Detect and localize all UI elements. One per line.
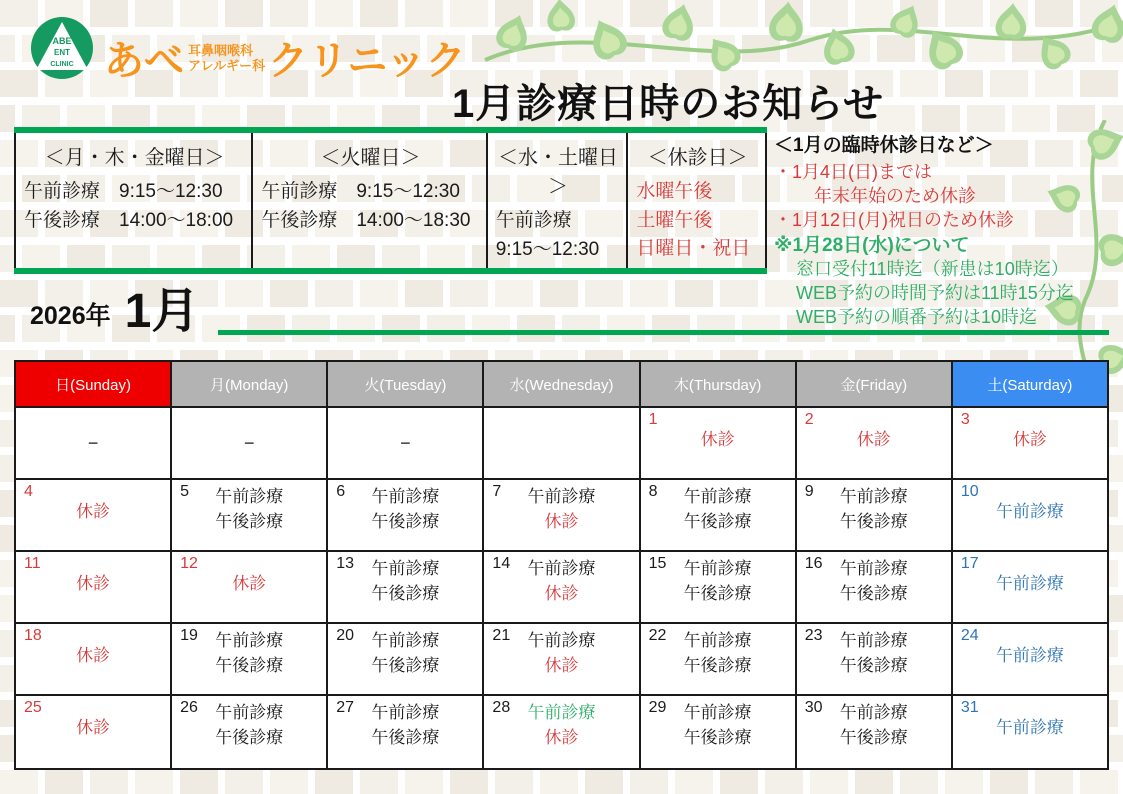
january-calendar [14,360,1109,770]
special-notice [774,130,1123,330]
hours-line: 午前診療 9:15～12:30 [261,181,460,202]
day-number: 23 [804,627,823,644]
day-status [16,408,170,456]
dept-line-2: アレルギー科 [188,58,266,74]
day-status-line: 午前診療 [371,703,440,722]
calendar-body [16,408,1107,768]
day-number: 14 [492,555,511,572]
hours-column-header: ＜水・土曜日＞ [498,147,619,198]
hours-line: 午後診療 14:00～18:30 [261,209,471,231]
day-number: 5 [180,483,190,500]
day-status-line: 午前診療 [995,502,1064,521]
calendar-day-cell [16,696,172,768]
notice-line: WEB予約の時間予約は11時15分迄 [796,283,1074,304]
day-number: 24 [960,627,979,644]
day-status-line: 休診 [544,727,579,747]
day-status-line: − [400,433,411,453]
hours-line: 午後診療 14:00～18:00 [24,209,234,231]
calendar-day-cell [484,408,640,480]
day-number: 8 [648,483,658,500]
calendar-day-cell [953,480,1107,552]
clinic-name-suffix: クリニック [268,39,466,83]
day-status [953,408,1107,453]
day-number: 26 [180,699,198,716]
calendar-day-cell [641,480,797,552]
calendar-day-header: 水(Wednesday) [484,362,640,408]
calendar-day-cell [641,552,797,624]
hours-line: 午前診療 [495,210,572,231]
clinic-departments [188,43,265,74]
calendar-week-row [16,552,1107,624]
calendar-day-cell [328,696,484,768]
day-status-line: 休診 [544,511,579,531]
calendar-day-cell [797,624,953,696]
calendar-day-cell [953,552,1107,624]
day-status-line: 午前診療 [527,487,596,506]
calendar-day-cell [328,552,484,624]
notice-line: 年末年始のため休診 [814,185,976,206]
day-status-line: 休診 [76,502,111,521]
day-number: 19 [180,627,198,644]
month-heading [30,285,200,338]
day-status-line: 午前診療 [215,703,284,722]
month-label: 1月 [124,285,200,338]
clinic-logo [30,16,466,83]
hours-line: 水曜午後 [636,181,713,202]
day-status-line: 休診 [232,574,267,593]
calendar-day-header: 火(Tuesday) [328,362,484,408]
hours-bottom-bar [14,268,767,274]
day-status-line: 午後診療 [683,655,752,675]
calendar-day-cell [172,408,328,480]
day-status-line: 休診 [856,430,891,449]
day-number: 27 [336,699,355,716]
day-status-line: 午前診療 [215,631,284,650]
day-status-line: 午前診療 [839,703,908,722]
hours-column [486,133,627,268]
day-status [16,480,170,525]
day-number: 12 [180,555,198,572]
day-status-line: 午前診療 [683,559,752,578]
day-number: 15 [648,555,667,572]
day-status-line: 休診 [1012,430,1047,449]
day-status-line: 午前診療 [839,487,908,506]
day-status [328,480,482,534]
calendar-day-header: 木(Thursday) [641,362,797,408]
calendar-day-cell [484,624,640,696]
day-number: 25 [24,699,42,716]
day-number: 6 [336,483,346,500]
clinic-name-kana: あべ [104,39,184,83]
day-status-line: 午後診療 [371,583,440,603]
day-status-line: 午後診療 [683,583,752,603]
calendar-day-cell [172,552,328,624]
calendar-day-cell [328,480,484,552]
calendar-day-cell [953,624,1107,696]
calendar-day-cell [641,408,797,480]
day-status-line: 午前診療 [371,487,440,506]
svg-text:ENT: ENT [54,48,70,57]
calendar-day-header: 金(Friday) [797,362,953,408]
day-status-line: 午前診療 [371,631,440,650]
clinic-badge-icon [30,16,94,80]
day-status [797,480,951,534]
day-status-line: 午後診療 [215,727,284,747]
day-status-line: 午前診療 [683,631,752,650]
day-number: 16 [804,555,823,572]
day-status-line: − [87,433,99,453]
day-status-line: 休診 [544,583,579,603]
day-number: 3 [960,411,970,428]
svg-text:CLINIC: CLINIC [50,61,74,68]
day-number: 29 [648,699,667,716]
calendar-week-row [16,696,1107,768]
hours-column-header: ＜休診日＞ [647,147,748,169]
day-status-line: 午後診療 [683,511,752,531]
notice-line: 窓口受付11時迄（新患は10時迄） [796,259,1069,280]
hours-column [626,133,765,268]
day-status [641,480,795,534]
day-number: 31 [960,699,979,716]
day-status-line: 休診 [700,430,735,449]
calendar-day-cell [953,696,1107,768]
calendar-day-cell [797,480,953,552]
day-status-line: − [243,433,255,453]
day-status-line: 午後診療 [839,583,908,603]
day-number: 28 [492,699,511,716]
calendar-day-header: 日(Sunday) [16,362,172,408]
calendar-week-row [16,408,1107,480]
calendar-day-cell [328,624,484,696]
calendar-week-row [16,624,1107,696]
weekly-hours-table [14,127,767,274]
day-status-line: 午後診療 [371,511,440,531]
day-status-line: 休診 [76,646,111,665]
month-year: 2026年 [30,302,111,330]
day-status-line: 午後診療 [839,727,908,747]
hours-line: 午前診療 9:15～12:30 [24,181,223,202]
day-number: 13 [336,555,355,572]
day-status-line: 休診 [544,655,579,675]
day-number: 2 [804,411,814,428]
special-notice-header: ＜1月の臨時休診日など＞ [774,135,994,156]
day-number: 17 [960,555,979,572]
calendar-day-cell [797,552,953,624]
day-status [484,480,638,534]
calendar-day-cell [16,552,172,624]
calendar-day-cell [641,696,797,768]
hours-line: 土曜午後 [636,209,713,231]
day-status [641,408,795,453]
day-status-line: 午後診療 [371,727,440,747]
day-status-line: 午前診療 [527,703,596,722]
day-status-line: 午前診療 [683,703,752,722]
clinic-name [104,39,466,83]
day-number: 20 [336,627,355,644]
calendar-day-cell [797,696,953,768]
day-status-line: 午前診療 [839,559,908,578]
day-status-line: 午前診療 [527,559,596,578]
calendar-day-header: 月(Monday) [172,362,328,408]
calendar-day-cell [953,408,1107,480]
day-status-line: 午前診療 [839,631,908,650]
day-status [172,480,326,534]
day-status-line: 午前診療 [683,487,752,506]
hours-column-header: ＜火曜日＞ [320,147,421,169]
day-status-line: 午後診療 [839,655,908,675]
day-status-line: 午前診療 [215,487,284,506]
notice-line: ・1月4日(日)までは [774,162,933,182]
hours-column [14,133,251,268]
notice-line: ・1月12日(月)祝日のため休診 [774,209,1015,230]
day-status [797,408,951,453]
calendar-day-cell [641,624,797,696]
day-status-line: 午後診療 [215,511,284,531]
day-status-line: 午後診療 [839,511,908,531]
day-status-line: 午後診療 [371,655,440,675]
page-title: 1月診療日時のお知らせ [452,82,885,126]
day-number: 30 [804,699,823,716]
calendar-day-cell [484,552,640,624]
day-status-line: 午後診療 [683,727,752,747]
calendar-week-row [16,480,1107,552]
hours-column [251,133,485,268]
day-status-line: 午後診療 [215,655,284,675]
day-status [172,408,326,456]
day-number: 9 [804,483,814,500]
hours-line: 日曜日・祝日 [636,238,751,259]
dept-line-1: 耳鼻咽喉科 [188,42,254,58]
notice-line: WEB予約の順番予約は10時迄 [796,306,1038,327]
day-number: 18 [24,627,42,644]
calendar-day-cell [797,408,953,480]
calendar-header-row [16,362,1107,408]
month-underline [218,330,1109,335]
calendar-day-cell [172,696,328,768]
day-number: 1 [648,411,658,428]
day-status-line: 午前診療 [995,646,1064,665]
calendar-day-cell [16,408,172,480]
calendar-day-header: 土(Saturday) [953,362,1107,408]
hours-table-columns [14,133,767,268]
day-number: 4 [24,483,33,500]
calendar-day-cell [172,480,328,552]
calendar-day-cell [16,624,172,696]
day-number: 7 [492,483,502,500]
svg-text:ABE: ABE [52,36,72,46]
day-status-line: 午前診療 [371,559,440,578]
day-status-line: 午前診療 [995,718,1064,737]
day-status-line: 午前診療 [995,574,1064,593]
special-notice-items [774,161,1123,330]
notice-line: ※1月28日(水)について [774,234,970,256]
day-status [328,408,482,456]
day-number: 10 [960,483,979,500]
calendar-day-cell [172,624,328,696]
calendar-day-cell [16,480,172,552]
calendar-day-cell [484,696,640,768]
calendar-day-cell [484,480,640,552]
day-status-line: 休診 [76,718,111,737]
hours-column-header: ＜月・木・金曜日＞ [44,147,225,169]
day-number: 11 [24,555,41,572]
day-status-line: 休診 [76,574,111,593]
day-number: 21 [492,627,511,644]
hours-line: 9:15～12:30 [495,238,600,260]
calendar-day-cell [328,408,484,480]
day-status-line: 午前診療 [527,631,596,650]
day-number: 22 [648,627,667,644]
